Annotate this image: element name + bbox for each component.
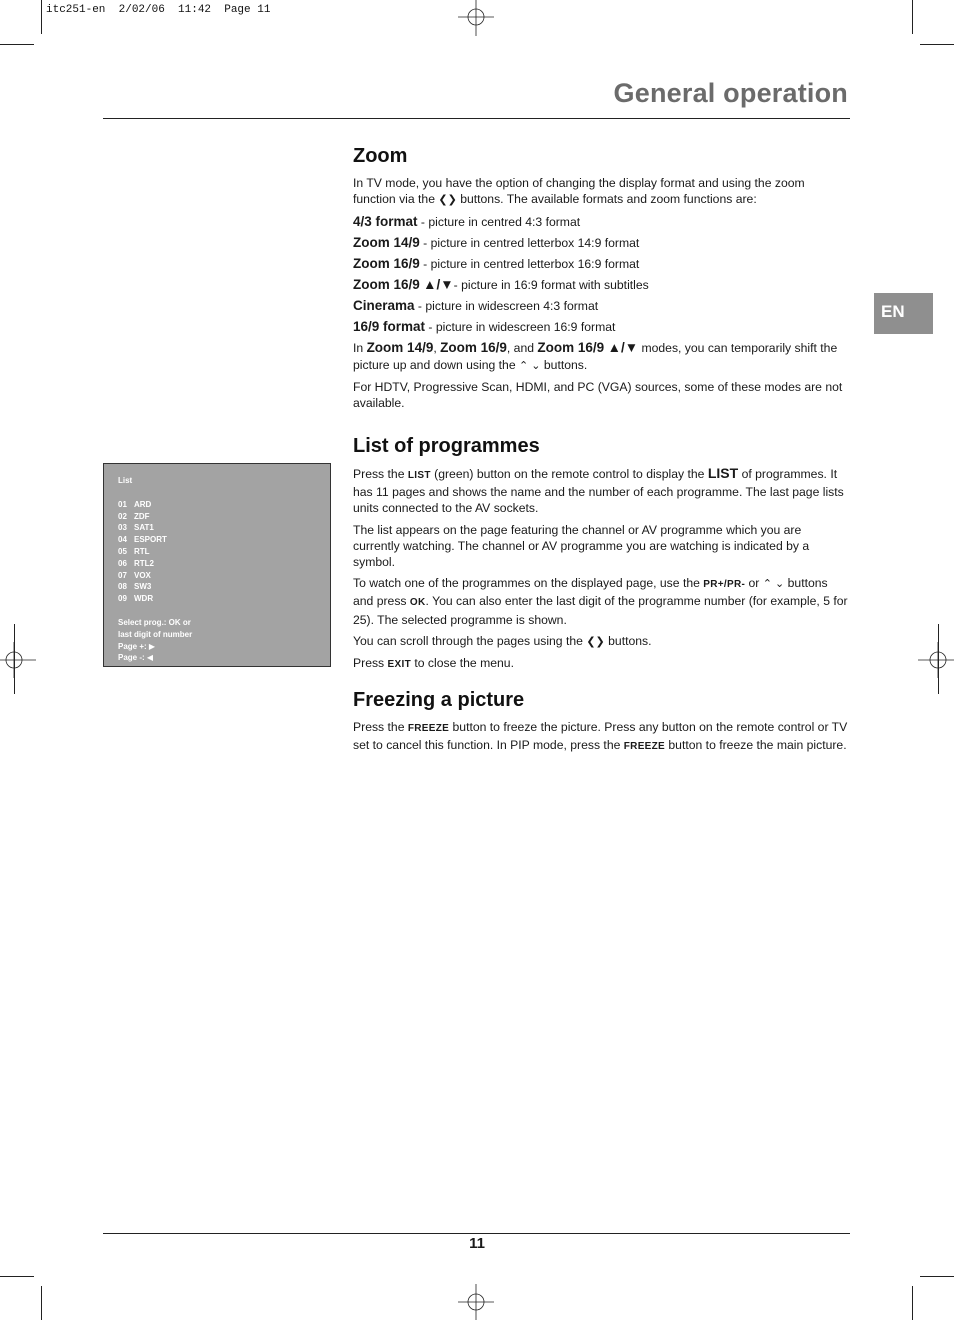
channel-number: 01 (118, 499, 127, 509)
list-label: LIST (707, 465, 739, 481)
up-down-arrows-icon: ⌃ ⌄ (762, 578, 785, 591)
list-paragraph-3 (353, 575, 849, 628)
print-slug: itc251-en 2/02/06 11:42 Page 11 (46, 4, 271, 16)
channel-name: ARD (134, 499, 152, 509)
list-key: LIST (407, 470, 431, 481)
hdtv-note: For HDTV, Progressive Scan, HDMI, and PC (VGA) sources, some of these modes are not available. (353, 379, 843, 411)
footer-rule (103, 1233, 850, 1234)
text: button to freeze the picture. Press any button on the remote control or TV set to cancel this function. In PIP mode, press the (353, 720, 848, 753)
osd-content (118, 475, 192, 664)
format-name: Cinerama (353, 298, 415, 314)
up-down-arrows-icon: ⌃ ⌄ (519, 359, 541, 372)
page-title: General operation (613, 78, 848, 108)
text: of programmes. It has 11 pages and shows the name and the number of each programme. The last page lists units connected to the AV sockets. (353, 467, 844, 516)
osd-help-line: last digit of number (118, 629, 193, 639)
osd-channel-row (118, 534, 192, 546)
channel-name: ZDF (134, 511, 150, 521)
left-right-arrows-icon: ❮❯ (586, 635, 605, 648)
format-name: Zoom 14/9 (353, 235, 420, 251)
channel-number: 04 (118, 535, 127, 545)
format-item (353, 214, 849, 230)
zoom-intro-text-2: buttons. The available formats and zoom functions are: (460, 192, 757, 207)
up-down-triangle-icon: ▲/▼ (423, 277, 454, 293)
exit-key: EXIT (387, 659, 411, 671)
freeze-key: FREEZE (407, 723, 450, 734)
registration-mark-icon (458, 1284, 494, 1320)
text: , and (506, 341, 535, 356)
format-item (353, 277, 849, 293)
registration-mark-icon (0, 642, 36, 678)
format-name: Zoom 16/9 (353, 277, 420, 293)
spacer (118, 605, 192, 617)
text: Press the (353, 720, 405, 734)
text: (green) button on the remote control to display the (434, 467, 705, 481)
registration-mark-icon (918, 642, 954, 678)
text: Press (353, 656, 385, 671)
left-right-arrows-icon: ❮❯ (438, 194, 457, 207)
language-tab: EN (874, 293, 933, 334)
text: button to freeze the main picture. (668, 738, 847, 753)
zoom-section (353, 145, 849, 416)
text: to close the menu. (414, 656, 514, 671)
format-desc: - picture in widescreen 16:9 format (428, 320, 616, 335)
text: buttons. (543, 357, 588, 372)
channel-name: SW3 (134, 582, 152, 592)
osd-channel-row (118, 581, 192, 593)
osd-help-line: Page -: ◀ (118, 653, 154, 663)
osd-channel-row (118, 499, 192, 511)
channel-number: 03 (118, 523, 127, 533)
text: Press the (353, 467, 405, 481)
crop-mark (920, 1276, 954, 1277)
freeze-section (353, 689, 849, 760)
crop-mark (14, 624, 15, 694)
list-paragraph-2: The list appears on the page featuring the channel or AV programme which you are currently watching. The channel or AV programme you are watching is indicated by a symbol. (353, 522, 810, 570)
zoom-intro (353, 175, 849, 208)
channel-number: 09 (118, 594, 127, 604)
list-paragraph-4 (353, 633, 849, 650)
channel-name: RTL2 (134, 558, 154, 568)
freeze-heading: Freezing a picture (353, 689, 525, 711)
channel-name: VOX (134, 570, 151, 580)
list-heading: List of programmes (353, 435, 540, 457)
format-name: 16/9 format (353, 319, 426, 335)
format-desc: - picture in 16:9 format with subtitles (453, 278, 649, 293)
freeze-key: FREEZE (623, 741, 666, 753)
list-paragraph-5 (353, 655, 849, 673)
osd-channel-row (118, 570, 192, 582)
channel-number: 08 (118, 582, 127, 592)
text: You can scroll through the pages using the (353, 633, 583, 648)
channel-name: WDR (134, 594, 154, 604)
channel-number: 07 (118, 570, 127, 580)
header-rule (103, 118, 850, 119)
format-name: Zoom 16/9 (440, 340, 507, 356)
osd-channel-row (118, 522, 192, 534)
osd-channel-row (118, 546, 192, 558)
zoom-heading: Zoom (353, 145, 408, 167)
format-item (353, 298, 849, 314)
text: . You can also enter the last digit of the programme number (for example, 5 for 25). The selected programme is shown. (353, 594, 848, 627)
text: In (353, 341, 364, 356)
format-item (353, 235, 849, 251)
format-desc: - picture in centred letterbox 16:9 format (423, 257, 640, 272)
crop-mark (920, 44, 954, 45)
ok-key: OK (409, 597, 426, 609)
text: modes, you can temporarily shift the picture up and down using the (353, 341, 838, 372)
format-desc: - picture in centred letterbox 14:9 format (423, 236, 640, 251)
format-item (353, 319, 849, 335)
format-desc: - picture in centred 4:3 format (420, 215, 581, 230)
osd-channel-row (118, 593, 192, 605)
format-name: Zoom 14/9 (366, 340, 434, 356)
list-paragraph-1 (353, 465, 849, 517)
channel-name: SAT1 (134, 523, 154, 533)
text: or (748, 576, 760, 591)
page-number: 11 (469, 1235, 485, 1252)
crop-mark (912, 0, 913, 34)
crop-mark (41, 0, 42, 34)
crop-mark (938, 624, 939, 694)
spacer (118, 487, 192, 499)
crop-mark (912, 1286, 913, 1320)
osd-title: List (118, 476, 133, 485)
format-name: Zoom 16/9 (353, 256, 420, 272)
crop-mark (41, 1286, 42, 1320)
zoom-shift-note (353, 340, 849, 373)
channel-name: RTL (134, 546, 150, 556)
zoom-intro-text: In TV mode, you have the option of changing the display format and using the zoom function via the (353, 176, 805, 207)
text: , (433, 341, 437, 356)
osd-list-screen (103, 463, 331, 667)
text: buttons and press (353, 576, 828, 609)
up-down-triangle-icon: ▲/▼ (607, 340, 639, 356)
osd-channel-row (118, 558, 192, 570)
format-desc: - picture in widescreen 4:3 format (417, 299, 599, 314)
registration-mark-icon (458, 0, 494, 36)
format-item (353, 256, 849, 272)
channel-number: 06 (118, 558, 127, 568)
freeze-paragraph (353, 719, 849, 755)
osd-help-line: Page +: ▶ (118, 641, 156, 651)
channel-number: 05 (118, 546, 127, 556)
pr-key: PR+/PR- (703, 579, 746, 591)
osd-help-line: Select prog.: OK or (118, 617, 191, 627)
channel-number: 02 (118, 511, 127, 521)
list-section (353, 435, 849, 678)
format-name: Zoom 16/9 (537, 340, 605, 356)
channel-name: ESPORT (134, 535, 167, 545)
text: To watch one of the programmes on the displayed page, use the (353, 576, 700, 591)
crop-mark (0, 1276, 34, 1277)
format-name: 4/3 format (353, 214, 418, 230)
crop-mark (0, 44, 34, 45)
text: buttons. (608, 633, 652, 648)
osd-channel-row (118, 511, 192, 523)
